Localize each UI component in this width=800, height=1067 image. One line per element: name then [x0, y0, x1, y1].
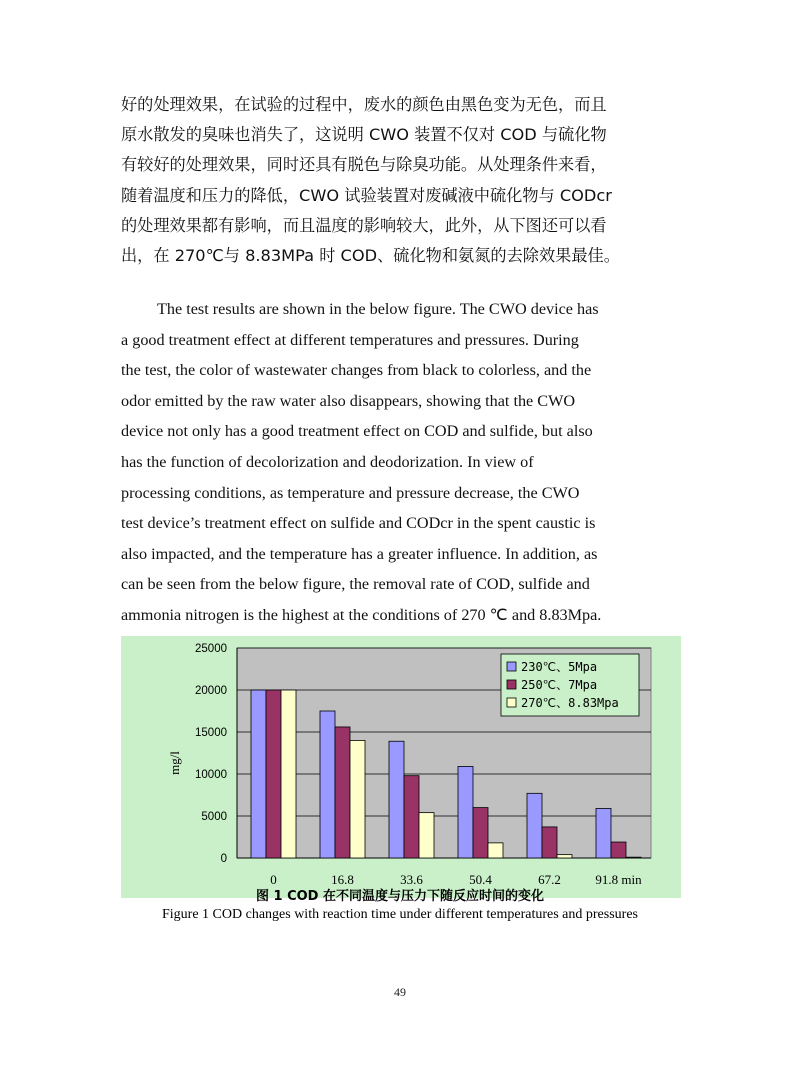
english-paragraph-line: has the function of decolorization and deodorization. In view of [121, 452, 534, 471]
bar [557, 855, 572, 858]
bar [611, 842, 626, 858]
x-tick-label: 0 [270, 872, 277, 887]
english-paragraph-line: ammonia nitrogen is the highest at the conditions of 270 ℃ and 8.83Mpa. [121, 605, 602, 624]
english-paragraph-line: a good treatment effect at different temperatures and pressures. During [121, 330, 579, 349]
bar [626, 857, 641, 858]
chinese-paragraph-line: 原水散发的臭味也消失了，这说明 CWO 装置不仅对 COD 与硫化物 [121, 125, 607, 145]
english-paragraph-line: odor emitted by the raw water also disappears, showing that the CWO [121, 391, 576, 410]
chinese-paragraph-line: 出，在 270℃与 8.83MPa 时 COD、硫化物和氨氮的去除效果最佳。 [121, 246, 620, 266]
x-tick-label: 33.6 [400, 872, 423, 887]
figure-caption-english: Figure 1 COD changes with reaction time under different temperatures and pressures [162, 907, 638, 922]
y-tick-label: 0 [220, 853, 227, 865]
bar [527, 793, 542, 858]
y-tick-label: 20000 [195, 685, 227, 697]
legend-label: 230℃、5Mpa [521, 660, 598, 674]
y-tick-label: 25000 [195, 643, 227, 655]
y-tick-label: 10000 [195, 769, 227, 781]
page-number: 49 [394, 985, 406, 999]
bar [335, 727, 350, 858]
bar [596, 808, 611, 858]
bar [320, 711, 335, 858]
bar [389, 741, 404, 858]
chinese-paragraph-line: 有较好的处理效果，同时还具有脱色与除臭功能。从处理条件来看， [121, 155, 607, 175]
y-tick-label: 15000 [195, 727, 227, 739]
bar [488, 843, 503, 858]
bar [350, 740, 365, 858]
english-paragraph-line: test device’s treatment effect on sulfide and CODcr in the spent caustic is [121, 514, 596, 533]
bar [266, 690, 281, 858]
english-paragraph-line: The test results are shown in the below figure. The CWO device has [157, 300, 599, 318]
chinese-paragraph [121, 90, 681, 271]
english-paragraph-line: processing conditions, as temperature and pressure decrease, the CWO [121, 483, 580, 502]
y-tick-label: 5000 [201, 811, 227, 823]
english-paragraph-line: the test, the color of wastewater changes from black to colorless, and the [121, 361, 592, 380]
legend-swatch [507, 680, 516, 689]
x-tick-label: 91.8 min [595, 872, 642, 887]
x-tick-label: 50.4 [469, 872, 492, 887]
chinese-paragraph-line: 的处理效果都有影响，而且温度的影响较大，此外，从下图还可以看 [121, 215, 607, 235]
bar [458, 766, 473, 858]
english-paragraph-line: also impacted, and the temperature has a greater influence. In addition, as [121, 544, 598, 563]
bar [281, 690, 296, 858]
x-tick-label: 67.2 [538, 872, 561, 887]
bar [542, 827, 557, 858]
legend-swatch [507, 698, 516, 707]
english-paragraph [121, 294, 681, 631]
x-tick-label: 16.8 [331, 872, 354, 887]
bar [473, 808, 488, 858]
chinese-paragraph-line: 好的处理效果，在试验的过程中，废水的颜色由黑色变为无色，而且 [121, 95, 607, 114]
legend-label: 270℃、8.83Mpa [521, 696, 619, 710]
chinese-paragraph-line: 随着温度和压力的降低，CWO 试验装置对废碱液中硫化物与 CODcr [121, 185, 612, 205]
legend-swatch [507, 662, 516, 671]
figure-caption-chinese: 图 1 COD 在不同温度与压力下随反应时间的变化 [255, 889, 544, 904]
legend-label: 250℃、7Mpa [521, 678, 598, 692]
cod-bar-chart [121, 636, 681, 898]
english-paragraph-line: device not only has a good treatment effect on COD and sulfide, but also [121, 422, 593, 441]
bar [404, 776, 419, 858]
bar [419, 813, 434, 858]
bar [251, 690, 266, 858]
english-paragraph-line: can be seen from the below figure, the removal rate of COD, sulfide and [121, 575, 590, 594]
y-axis-label: mg/l [167, 751, 182, 775]
chart-svg [121, 636, 681, 898]
